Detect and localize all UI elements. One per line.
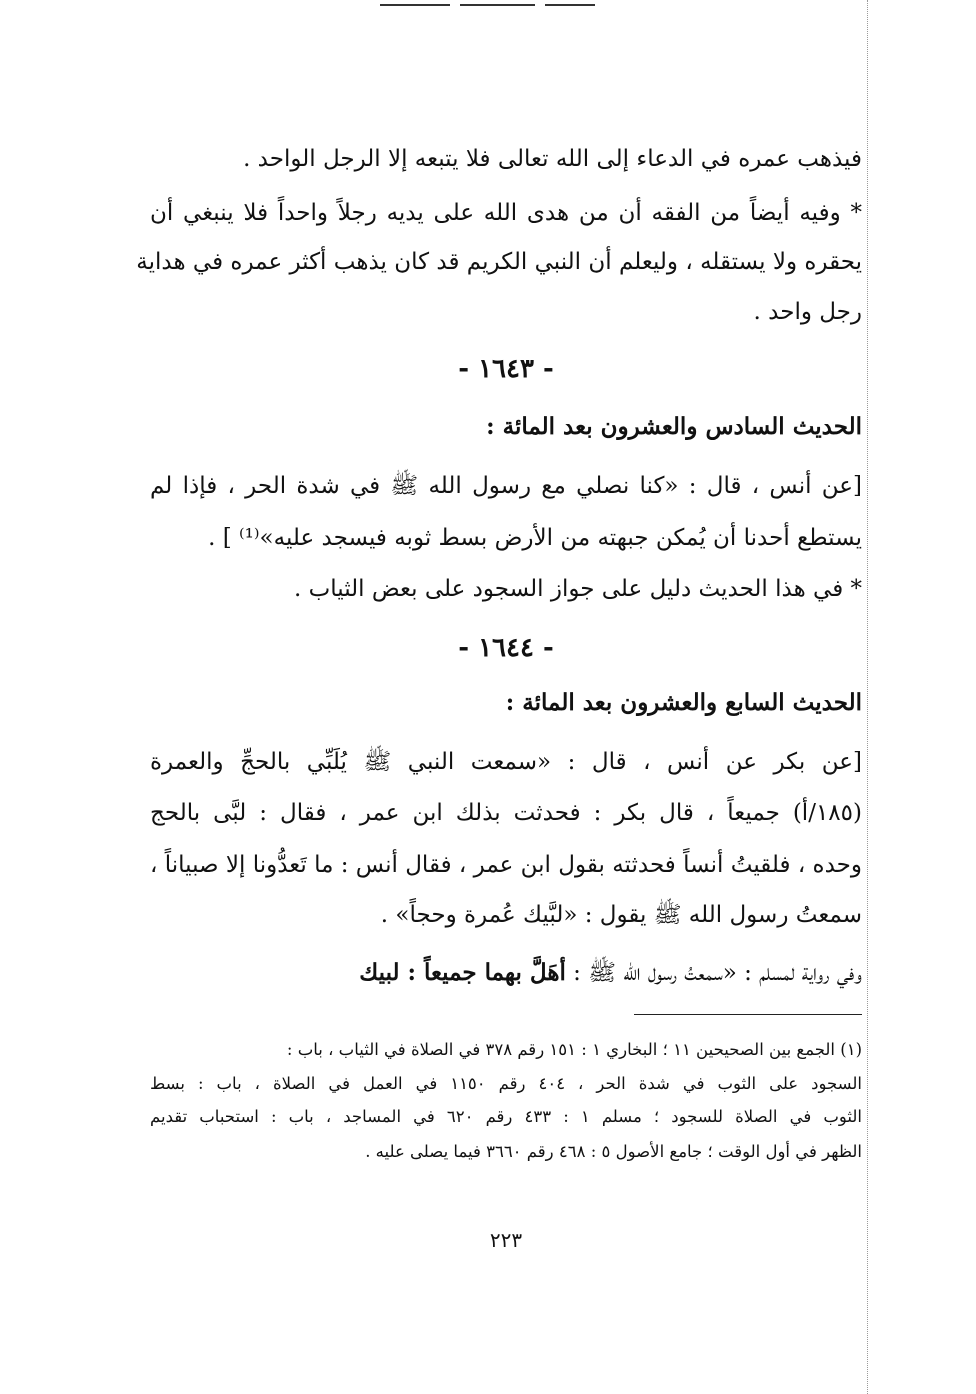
- hadith-text-line: [عن أنس ، قال : «كنا نصلي مع رسول الله ﷺ في شدة الحر ، فإذا لم: [150, 473, 862, 499]
- hadith-text-line: يستطع أحدنا أن يُمكن جبهته من الأرض بسط ثوبه فيسجد عليه»⁽¹⁾ ] .: [208, 525, 862, 551]
- hadith-heading: الحديث السابع والعشرون بعد المائة :: [505, 689, 862, 716]
- footnote-line: الثوب في الصلاة للسجود ؛ مسلم ١ : ٤٣٣ رقم ٦٢٠ في المساجد ، باب : استحباب تقديم: [150, 1107, 862, 1126]
- footnote-line: الظهر في أول الوقت ؛ جامع الأصول ٥ : ٤٦٨ رقم ٣٦٦٠ فيما يصلى عليه .: [365, 1142, 862, 1161]
- muslim-narration-text: وفي رواية لمسلم : «سمعتُ رسول الله ﷺ :: [565, 960, 862, 986]
- commentary-line: * في هذا الحديث دليل على جواز السجود على بعض الثياب .: [293, 576, 862, 602]
- footnote-separator: [634, 1014, 862, 1015]
- muslim-narration-bold: أهَلَّ بهما جميعاً : لبيك: [359, 959, 566, 986]
- hadith-text-line: سمعتُ رسول الله ﷺ يقول : «لبَّيك عُمرة وحجاً» .: [380, 902, 862, 928]
- footnote-line: (١) الجمع بين الصحيحين ١١ ؛ البخاري ١ : ١٥١ رقم ٣٧٨ في الصلاة في الثياب ، باب :: [286, 1040, 862, 1059]
- hadith-text-line: (١٨٥/أ) جميعاً ، قال بكر : فحدثت بذلك ابن عمر ، فقال : لبَّى بالحج: [150, 800, 862, 826]
- body-line: فيذهب عمره في الدعاء إلى الله تعالى فلا يتبعه إلا الرجل الواحد .: [243, 146, 862, 172]
- hadith-number: - ١٦٤٣ -: [458, 354, 554, 384]
- hadith-text-line: وحده ، فلقيتُ أنساً فحدثته بقول ابن عمر ، فقال أنس : ما تَعدُّونا إلا صبياناً ،: [150, 852, 862, 878]
- body-line: رجل واحد .: [753, 299, 862, 325]
- page-edge: [867, 0, 868, 1394]
- footnote-line: السجود على الثوب في شدة الحر ، ٤٠٤ رقم ١١٥٠ في العمل في الصلاة ، باب : بسط: [150, 1074, 862, 1093]
- hadith-text-line: [359, 956, 862, 990]
- page-content: [136, 0, 862, 1394]
- hadith-text-line: [عن بكر عن أنس ، قال : «سمعت النبي ﷺ يُلَبِّي بالحجِّ والعمرة: [150, 749, 862, 775]
- page-number: ٢٢٣: [489, 1228, 523, 1252]
- hadith-heading: الحديث السادس والعشرون بعد المائة :: [486, 413, 862, 440]
- body-line: * وفيه أيضاً من الفقه أن من هدى الله على يديه رجلاً واحداً فلا ينبغي أن: [150, 200, 862, 226]
- hadith-number: - ١٦٤٤ -: [458, 633, 554, 663]
- body-line: يحقره ولا يستقله ، وليعلم أن النبي الكريم قد كان يذهب أكثر عمره في هداية: [136, 249, 862, 275]
